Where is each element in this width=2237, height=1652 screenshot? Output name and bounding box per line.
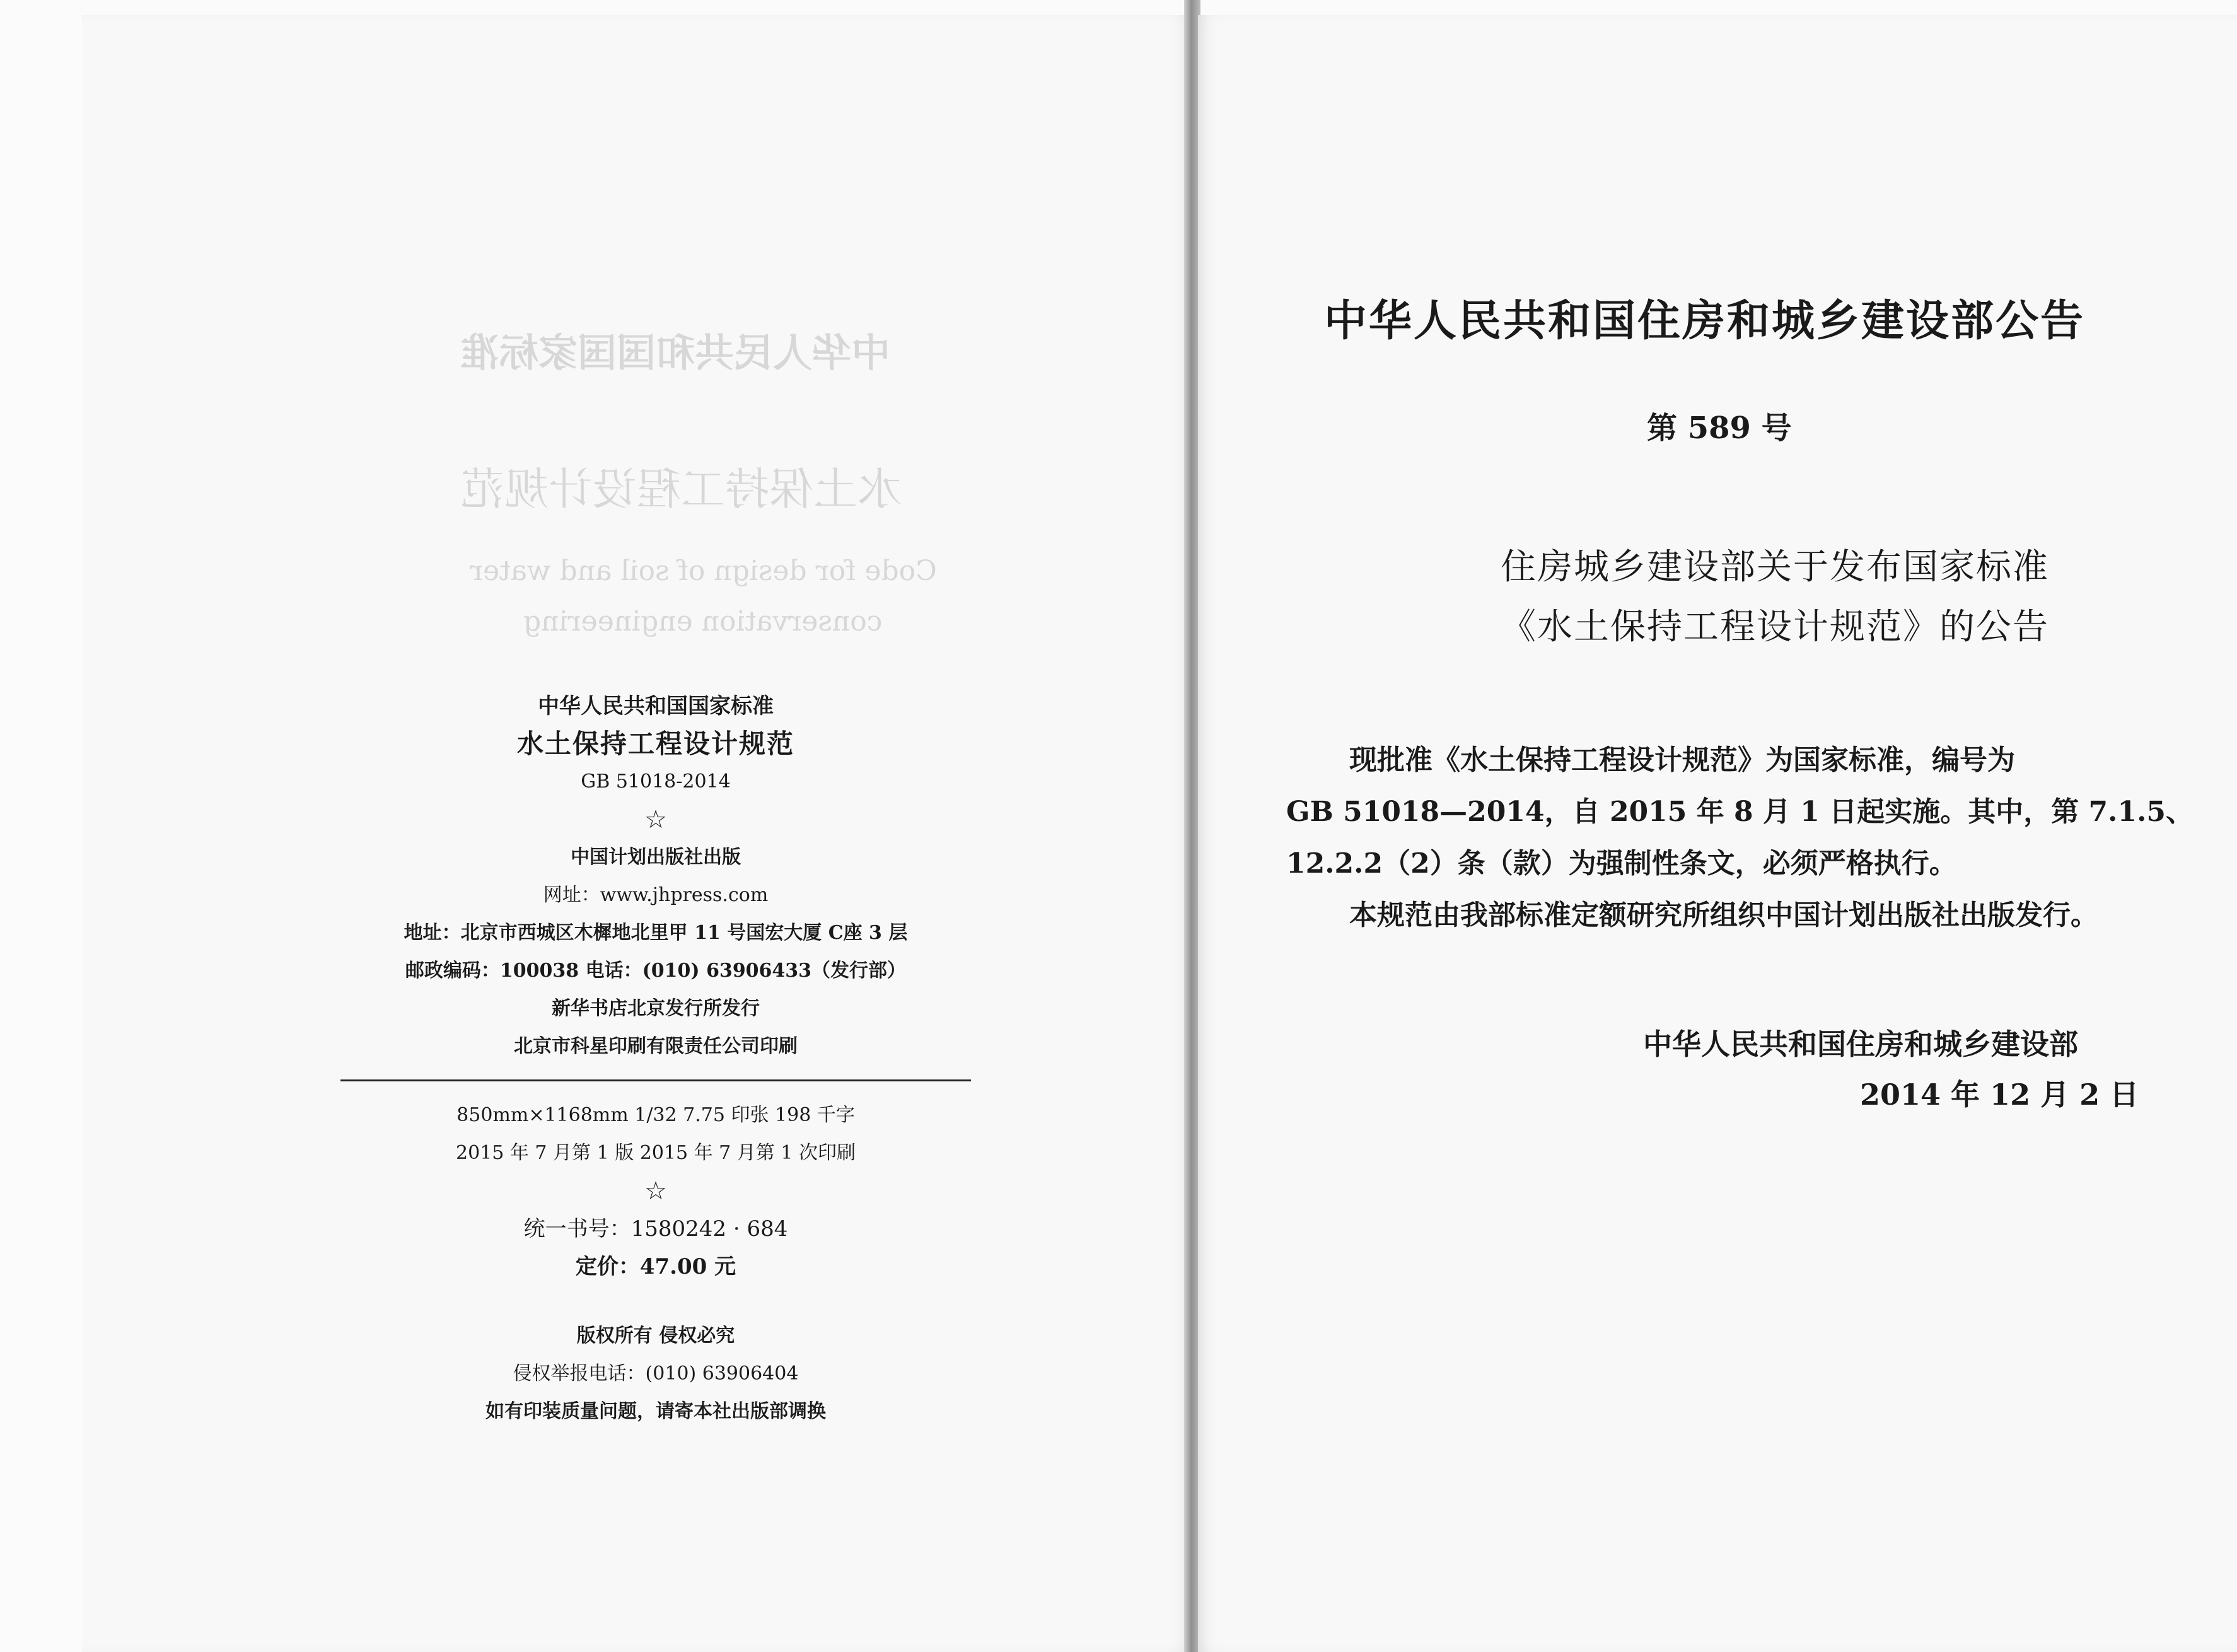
announcement-subtitle-1: 住房城乡建设部关于发布国家标准 <box>1501 547 2049 588</box>
copyright-imprint <box>296 687 1015 1431</box>
imprint-report-phone: 侵权举报电话：(010) 63906404 <box>513 1363 799 1385</box>
show-through-book-title: 水土保持工程设计规范 <box>460 463 902 515</box>
star-icon: ☆ <box>644 1177 667 1206</box>
imprint-quality-notice: 如有印装质量问题，请寄本社出版部调换 <box>485 1400 826 1422</box>
imprint-price: 定价：47.00 元 <box>575 1254 736 1279</box>
show-through-series-title: 中华人民共和国国家标准 <box>460 330 891 376</box>
star-icon: ☆ <box>644 805 667 834</box>
announcement-number: 第 589 号 <box>1647 410 1792 446</box>
issue-date: 2014 年 12 月 2 日 <box>1860 1078 2139 1112</box>
imprint-printer: 北京市科星印刷有限责任公司印刷 <box>514 1035 798 1057</box>
show-through-english-title-2: conservation engineering <box>523 605 883 637</box>
body-paragraph-2: 本规范由我部标准定额研究所组织中国计划出版社出版发行。 <box>1349 899 2098 931</box>
imprint-divider <box>340 1079 971 1081</box>
issuer-signature: 中华人民共和国住房和城乡建设部 <box>1643 1027 2078 1061</box>
imprint-edition: 2015 年 7 月第 1 版 2015 年 7 月第 1 次印刷 <box>456 1142 856 1164</box>
imprint-address: 地址：北京市西城区木樨地北里甲 11 号国宏大厦 C座 3 层 <box>404 922 908 944</box>
imprint-distributor: 新华书店北京发行所发行 <box>552 998 760 1020</box>
imprint-title: 水土保持工程设计规范 <box>516 728 794 759</box>
body-paragraph-1-line-2: GB 51018—2014，自 2015 年 8 月 1 日起实施。其中，第 7.1.5、 <box>1286 796 2194 828</box>
announcement-title: 中华人民共和国住房和城乡建设部公告 <box>1324 296 2086 346</box>
imprint-website: 网址：www.jhpress.com <box>543 884 769 906</box>
imprint-isbn: 统一书号：1580242 · 684 <box>523 1216 788 1242</box>
imprint-code: GB 51018-2014 <box>581 771 731 793</box>
body-paragraph-1-line-3: 12.2.2（2）条（款）为强制性条文，必须严格执行。 <box>1286 847 1957 880</box>
body-paragraph-1-line-1: 现批准《水土保持工程设计规范》为国家标准，编号为 <box>1349 744 2015 776</box>
announcement-subtitle-2: 《水土保持工程设计规范》的公告 <box>1501 607 2049 648</box>
imprint-format: 850mm×1168mm 1/32 7.75 印张 198 千字 <box>456 1104 855 1126</box>
imprint-series: 中华人民共和国国家标准 <box>538 694 774 719</box>
imprint-postal-phone: 邮政编码：100038 电话：(010) 63906433（发行部） <box>405 960 907 982</box>
show-through-english-title-1: Code for design of soil and water <box>470 555 937 587</box>
imprint-publisher: 中国计划出版社出版 <box>571 846 741 868</box>
imprint-rights: 版权所有 侵权必究 <box>576 1325 735 1347</box>
